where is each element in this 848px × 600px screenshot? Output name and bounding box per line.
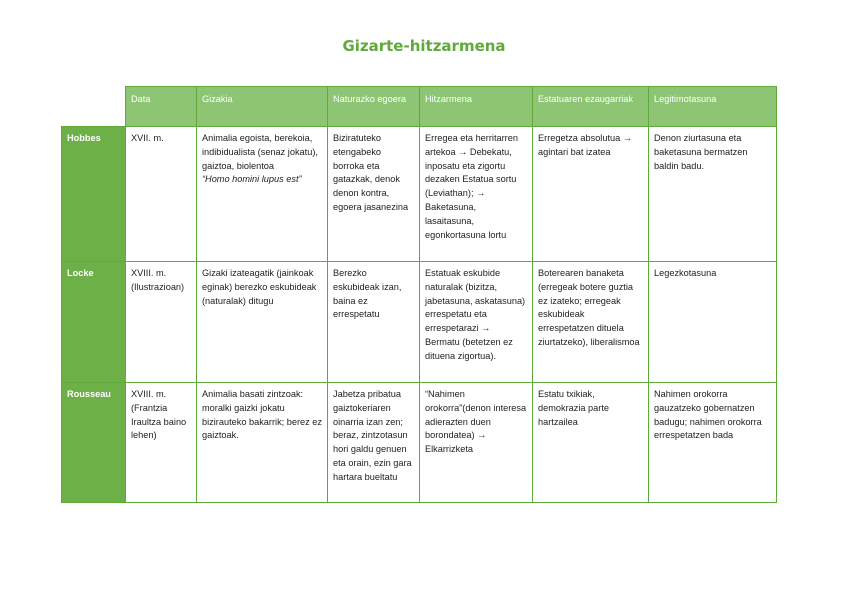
row-label-hobbes: Hobbes: [62, 127, 126, 262]
comparison-table: [61, 86, 777, 503]
corner-cell: [62, 87, 126, 127]
header-hitzarmena: Hitzarmena: [420, 87, 533, 127]
cell-rousseau-naturazko-egoera: Jabetza pribatua gaiztokeriaren oinarria izan zen; beraz, zintzotasun hori galdu genuen eta orain, ezin gara hartara bueltatu: [328, 383, 420, 503]
cell-hobbes-legitimotasuna: Denon ziurtasuna eta baketasuna bermatzen baldin badu.: [649, 127, 777, 262]
cell-rousseau-gizakia: Animalia basati zintzoak: moralki gaizki jokatu bizirauteko bakarrik; berez ez gaiztoak.: [197, 383, 328, 503]
header-estatuaren-ezaugarriak: Estatuaren ezaugarriak: [533, 87, 649, 127]
header-legitimotasuna: Legitimotasuna: [649, 87, 777, 127]
cell-hobbes-naturazko-egoera: Biziratuteko etengabeko borroka eta gatazkak, denok denon kontra, egoera jasanezina: [328, 127, 420, 262]
header-row: [62, 87, 777, 127]
cell-locke-data: XVIII. m. (Ilustrazioan): [126, 262, 197, 383]
cell-locke-estatuaren-ezaugarriak: Boterearen banaketa (erregeak botere guztia ez izateko; erregeak eskubideak errespetatzen dituela ziurtatzeko), liberalismoa: [533, 262, 649, 383]
cell-locke-legitimotasuna: Legezkotasuna: [649, 262, 777, 383]
cell-hobbes-gizakia: [197, 127, 328, 262]
row-label-rousseau: Rousseau: [62, 383, 126, 503]
hobbes-quote: “Homo homini lupus est”: [202, 174, 302, 185]
header-data: Data: [126, 87, 197, 127]
table-row-rousseau: [62, 383, 777, 503]
cell-locke-naturazko-egoera: Berezko eskubideak izan, baina ez errespetatu: [328, 262, 420, 383]
table-row-locke: [62, 262, 777, 383]
cell-rousseau-data: XVIII. m. (Frantzia Iraultza baino lehen): [126, 383, 197, 503]
header-naturazko-egoera: Naturazko egoera: [328, 87, 420, 127]
page-title: Gizarte-hitzarmena: [342, 37, 506, 55]
cell-locke-hitzarmena: Estatuak eskubide naturalak (bizitza, jabetasuna, askatasuna) errespetatu eta errespetarazi → Bermatu (betetzen ez dituena zigortua).: [420, 262, 533, 383]
cell-hobbes-estatuaren-ezaugarriak: Erregetza absolutua → agintari bat izatea: [533, 127, 649, 262]
row-label-locke: Locke: [62, 262, 126, 383]
cell-hobbes-hitzarmena: Erregea eta herritarren artekoa → Debekatu, inposatu eta zigortu dezaken Estatua sortu (Leviathan); → Baketasuna, lasaitasuna, egonkortasuna lortu: [420, 127, 533, 262]
cell-locke-gizakia: Gizaki izateagatik (jainkoak eginak) berezko eskubideak (naturalak) ditugu: [197, 262, 328, 383]
cell-rousseau-hitzarmena: “Nahimen orokorra”(denon interesa adierazten duen borondatea) → Elkarrizketa: [420, 383, 533, 503]
cell-hobbes-gizakia-text: Animalia egoista, berekoia, indibidualista (senaz jokatu), gaiztoa, biolentoa: [202, 133, 318, 171]
cell-rousseau-legitimotasuna: Nahimen orokorra gauzatzeko gobernatzen badugu; nahimen orokorra errespetatzen bada: [649, 383, 777, 503]
header-gizakia: Gizakia: [197, 87, 328, 127]
cell-hobbes-data: XVII. m.: [126, 127, 197, 262]
table-row-hobbes: [62, 127, 777, 262]
cell-rousseau-estatuaren-ezaugarriak: Estatu txikiak, demokrazia parte hartzailea: [533, 383, 649, 503]
